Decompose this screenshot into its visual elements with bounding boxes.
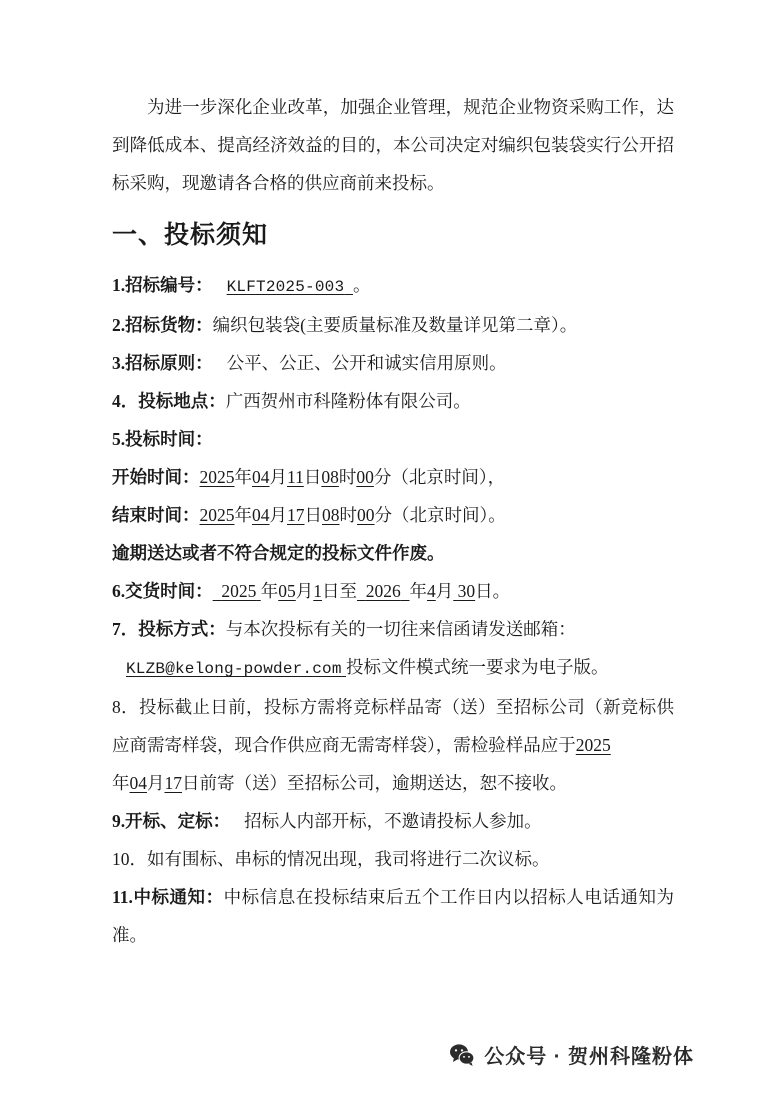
section-title: 一、投标须知 — [112, 222, 269, 249]
item-1 — [112, 266, 674, 306]
end-day: 17 — [287, 505, 305, 525]
item-5-start-time — [112, 458, 674, 496]
delivery-from-month-unit: 月 — [295, 581, 314, 601]
item-7 — [112, 610, 674, 648]
item-2-value: 编织包装袋(主要质量标准及数量详见第二章）。 — [212, 315, 578, 335]
item-8-text-a: 8．投标截止日前，投标方需将竞标样品寄（送）至招标公司（新竞标供应商需寄样袋，现合作供应商无需寄样袋），需检验样品应于 — [112, 697, 674, 755]
start-minute-unit: 分 — [373, 467, 392, 487]
end-minute-unit: 分 — [374, 505, 392, 525]
start-suffix: （北京时间）， — [391, 467, 506, 487]
item-7-label: 7．投标方式： — [112, 619, 226, 639]
start-month: 04 — [252, 467, 270, 487]
delivery-from-day: 1 — [313, 581, 322, 601]
item-3-value: 公平、公正、公开和诚实信用原则。 — [226, 353, 507, 373]
start-day-unit: 日 — [303, 467, 322, 487]
item-5-end-time — [112, 496, 674, 534]
footer-brand — [449, 1040, 694, 1069]
start-minute: 00 — [356, 467, 374, 487]
sample-month-unit: 月 — [147, 773, 165, 793]
item-8-cont — [112, 764, 674, 802]
item-7-text: 与本次投标有关的一切往来信函请发送邮箱： — [225, 619, 576, 639]
footer — [0, 1040, 780, 1073]
sample-year: 2025 — [575, 735, 611, 755]
item-1-value: KLFT2025-003 — [226, 278, 345, 296]
footer-text: 公众号 · 贺州科隆粉体 — [484, 1046, 694, 1068]
item-11 — [112, 878, 674, 954]
wechat-icon — [449, 1042, 475, 1068]
start-time-label: 开始时间： — [112, 467, 200, 487]
item-10: 10．如有围标、串标的情况出现，我司将进行二次议标。 — [112, 849, 550, 869]
sample-day: 17 — [164, 773, 182, 793]
end-day-unit: 日 — [304, 505, 322, 525]
item-11-label: 11.中标通知： — [112, 887, 224, 907]
delivery-to-month: 4 — [427, 581, 436, 601]
item-3-label: 3.招标原则： — [112, 353, 213, 373]
end-hour-unit: 时 — [339, 505, 357, 525]
delivery-to-day-unit: 日。 — [475, 581, 511, 601]
end-suffix: （北京时间）。 — [392, 505, 506, 525]
item-7-text2: 投标文件模式统一要求为电子版。 — [346, 657, 609, 677]
delivery-from-month: 05 — [278, 581, 296, 601]
start-hour: 08 — [321, 467, 339, 487]
delivery-to-year: 2026 — [365, 581, 401, 601]
bid-email-link[interactable]: KLZB@kelong-powder.com — [126, 660, 342, 678]
item-2 — [112, 306, 674, 344]
delivery-to-day: 30 — [457, 581, 476, 601]
item-6-label: 6.交货时间： — [112, 581, 213, 601]
item-7-email-line — [112, 648, 674, 688]
delivery-to-month-unit: 月 — [435, 581, 454, 601]
end-year: 2025 — [199, 505, 235, 525]
item-11-value: 中标信息在投标结束后五个工作日内以招标人电话通知为准。 — [112, 887, 674, 945]
item-3 — [112, 344, 674, 382]
end-hour: 08 — [322, 505, 340, 525]
item-8-text-b: 日前寄（送）至招标公司，逾期送达，恕不接收。 — [182, 773, 567, 793]
item-5 — [112, 420, 674, 458]
item-9-label: 9.开标、定标： — [112, 811, 231, 831]
sample-year-unit: 年 — [112, 773, 130, 793]
item-9-value: 招标人内部开标，不邀请投标人参加。 — [244, 811, 542, 831]
end-month-unit: 月 — [269, 505, 287, 525]
start-month-unit: 月 — [269, 467, 287, 487]
start-year-unit: 年 — [234, 467, 252, 487]
end-month: 04 — [252, 505, 270, 525]
start-day: 11 — [287, 467, 304, 487]
sample-month: 04 — [129, 773, 147, 793]
start-hour-unit: 时 — [338, 467, 357, 487]
item-8 — [112, 688, 674, 764]
intro-paragraph: 为进一步深化企业改革，加强企业管理，规范企业物资采购工作，达到降低成本、提高经济效益的目的，本公司决定对编织包装袋实行公开招标采购，现邀请各合格的供应商前来投标。 — [112, 97, 674, 193]
item-1-label: 1.招标编号： — [112, 275, 213, 295]
item-1-suffix: 。 — [353, 275, 371, 295]
start-year: 2025 — [199, 467, 235, 487]
item-6 — [112, 572, 674, 610]
item-4-label: 4．投标地点： — [112, 391, 226, 411]
item-2-label: 2.招标货物： — [112, 315, 213, 335]
end-year-unit: 年 — [234, 505, 252, 525]
delivery-to-year-unit: 年 — [409, 581, 427, 601]
end-minute: 00 — [357, 505, 375, 525]
item-4-value: 广西贺州市科隆粉体有限公司。 — [225, 391, 471, 411]
item-5-label: 5.投标时间： — [112, 429, 213, 449]
item-9 — [112, 802, 674, 840]
item-4 — [112, 382, 674, 420]
delivery-from-year: 2025 — [221, 581, 257, 601]
overdue-notice: 逾期送达或者不符合规定的投标文件作废。 — [112, 543, 445, 563]
document-content — [112, 88, 674, 954]
delivery-from-day-unit: 日至 — [322, 581, 357, 601]
delivery-from-year-unit: 年 — [260, 581, 279, 601]
end-time-label: 结束时间： — [112, 505, 200, 525]
